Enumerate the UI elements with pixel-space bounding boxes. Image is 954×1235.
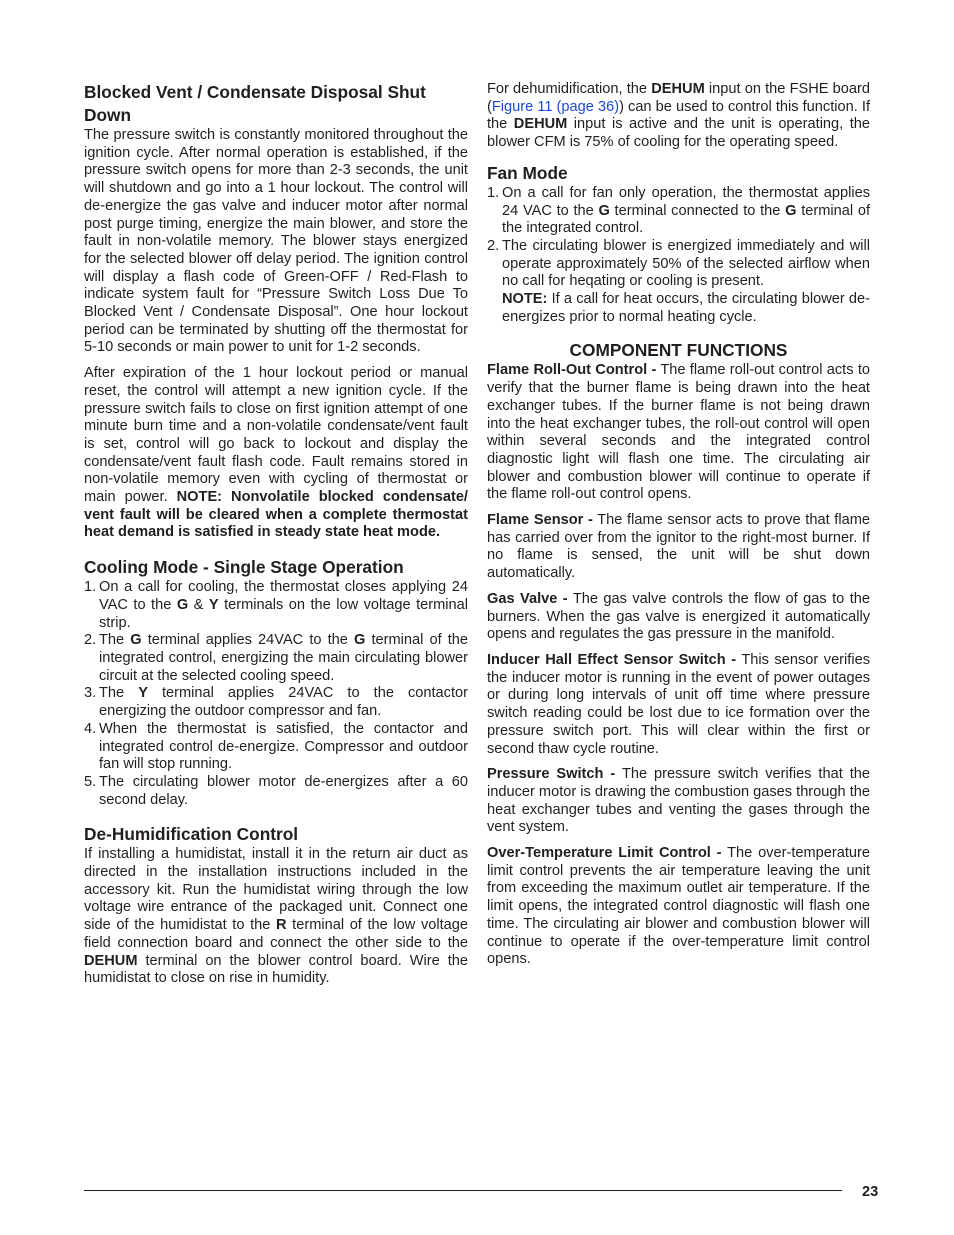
fan-note-label: NOTE: bbox=[502, 291, 548, 308]
figure-11-link[interactable]: Figure 11 (page 36) bbox=[491, 98, 620, 115]
fan-step-2: 2. The circulating blower is energized immediately and will operate approximately 50% of the selected airflow when no call for heqating or cooling is present. NOTE: If a call for heat occurs, the circulating blower de-energizes prior to normal heating cycle. bbox=[487, 237, 870, 325]
blocked-vent-paragraph-2 bbox=[84, 365, 468, 542]
left-column bbox=[84, 81, 468, 988]
fan-step-1: 1. On a call for fan only operation, the thermostat applies 24 VAC to the G terminal connected to the G terminal of the integrated control. bbox=[487, 184, 871, 237]
cooling-step-3: 3. The Y terminal applies 24VAC to the contactor energizing the outdoor compressor and fan. bbox=[84, 685, 469, 720]
dehumidification-heading: De-Humidification Control bbox=[84, 824, 299, 845]
footer-rule bbox=[84, 1190, 842, 1191]
component-flame-rollout: Flame Roll-Out Control - The flame roll-out control acts to verify that the burner flame is being drawn into the heat exchanger tubes. If the burner flame is not being drawn into the heat exchanger tubes, the roll-out control will open within several seconds and the integrated control diagnostic light will flash one time. The circulating air blower and combustion blower will continue to operate if the flame roll-out control opens. bbox=[487, 362, 870, 503]
component-inducer-hall-sensor: Inducer Hall Effect Sensor Switch - This sensor verifies the inducer motor is running in the event of power outages or during long intervals of unit off time where pressure switch reading could be lost due to ice formation over the pressure switch port. This will clear within the first or second thaw cycle routine. bbox=[487, 651, 870, 757]
cooling-step-1: 1. On a call for cooling, the thermostat closes applying 24 VAC to the G & Y terminals on the low voltage terminal strip. bbox=[84, 579, 469, 631]
blocked-vent-paragraph-2-text: After expiration of the 1 hour lockout period or manual reset, the control will attempt a new ignition cycle. If the pressure switch fails to close on first ignition attempt of one minute burn time and a non-volatile condensate/vent fault is set, control will go back to lockout and display the condensate/vent fault flash code. Fault remains stored in non-volatile memory even with cycling of thermostat or main power. bbox=[84, 365, 468, 506]
component-pressure-switch: Pressure Switch - The pressure switch verifies that the inducer motor is drawing the combustion gases through the heat exchanger tubes and venting the gases through the vent system. bbox=[487, 766, 870, 836]
fan-mode-heading: Fan Mode bbox=[487, 162, 568, 183]
component-flame-sensor: Flame Sensor - The flame sensor acts to prove that flame has carried over from the ignitor to the right-most burner. If no flame is sensed, the unit will be shut down automatically. bbox=[487, 512, 870, 582]
dehumidification-continued-paragraph: For dehumidification, the DEHUM input on the FSHE board (Figure 11 (page 36)) can be used to control this function. If the DEHUM input is active and the unit is operating, the blower CFM is 75% of cooling for the operating speed. bbox=[487, 81, 871, 151]
cooling-step-4: 4. When the thermostat is satisfied, the contactor and integrated control de-energize. Compressor and outdoor fan will stop running. bbox=[84, 720, 468, 773]
fan-mode-list bbox=[487, 185, 870, 327]
blocked-vent-heading: Blocked Vent / Condensate Disposal Shut Down bbox=[84, 82, 426, 125]
component-over-temperature-limit: Over-Temperature Limit Control - The over-temperature limit control prevents the air temperature leaving the unit from exceeding the maximum outlet air temperature. If the limit opens, the integrated control diagnostic will flash one time. The circulating air blower and combustion blower will continue to operate if the over-temperature limit control opens. bbox=[487, 845, 871, 968]
cooling-step-5: 5. The circulating blower motor de-energizes after a 60 second delay. bbox=[84, 773, 468, 808]
component-gas-valve: Gas Valve - The gas valve controls the flow of gas to the burners. When the gas valve is energized it automatically opens and regulates the gas pressure in the manifold. bbox=[487, 590, 870, 643]
dehumidification-paragraph: If installing a humidistat, install it in the return air duct as directed in the installation instructions included in the accessory kit. Run the humidistat wiring through the low voltage wire entrance of the packaged unit. Connect one side of the humidistat to the R terminal of the low voltage field connection board and connect the other side to the DEHUM terminal on the blower control board. Wire the humidistat to close on rise in humidity. bbox=[84, 846, 469, 987]
component-functions-heading: COMPONENT FUNCTIONS bbox=[569, 340, 788, 361]
cooling-steps-list bbox=[84, 579, 468, 809]
blocked-vent-paragraph-1: The pressure switch is constantly monitored throughout the ignition cycle. After normal operation is established, if the pressure switch opens for more than 2-3 seconds, the unit will shutdown and go into a 1 hour lockout. The control will de-energize the gas valve and inducer motor after normal post purge timing, energize the main blower, and store the fault in non-volatile memory. The blower stays energized for the selected blower off delay period. The ignition control will display a flash code of Green-OFF / Red-Flash to indicate system fault for “Pressure Switch Loss Due To Blocked Vent / Condensate Disposal”. One hour lockout period can be terminated by shutting off the thermostat for 5-10 seconds or main power to unit for 1-2 seconds. bbox=[84, 127, 468, 356]
page-number: 23 bbox=[862, 1184, 879, 1200]
cooling-step-2: 2. The G terminal applies 24VAC to the G terminal of the integrated control, energizing the main circulating blower circuit at the selected cooling speed. bbox=[84, 632, 469, 684]
blocked-vent-note: NOTE: Nonvolatile blocked condensate/ vent fault will be cleared when a complete thermostat heat demand is satisfied in steady state heat mode. bbox=[84, 489, 468, 541]
right-column bbox=[487, 81, 870, 969]
cooling-mode-heading: Cooling Mode - Single Stage Operation bbox=[84, 557, 404, 578]
